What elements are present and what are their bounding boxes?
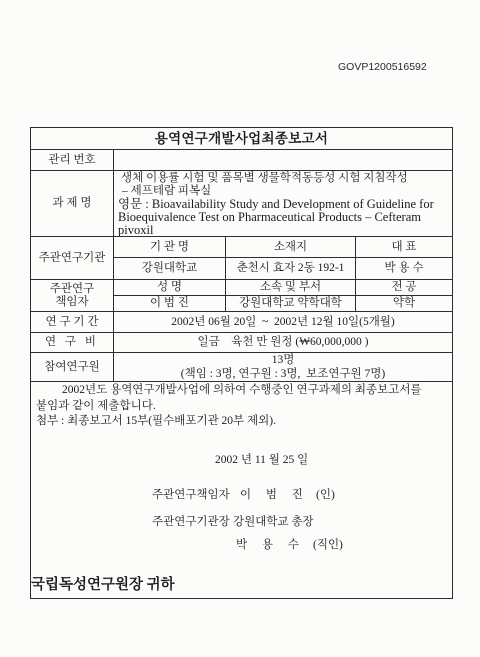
submission-statement-area [30, 381, 453, 599]
statement-line: 2002년도 용역연구개발사업에 의하여 수행중인 연구과제의 최종보고서를 [62, 384, 422, 396]
submission-date: 2002 년 11 월 25 일 [215, 454, 309, 466]
investigator-title: 주관연구책임자 [152, 489, 230, 501]
management-no-label: 관리 번호 [30, 149, 114, 171]
institution-representative-header: 대 표 [355, 236, 453, 258]
participants-value [113, 352, 453, 382]
host-institution-label: 주관연구기관 [30, 236, 114, 280]
participants-label: 참여연구원 [30, 352, 114, 382]
management-no-value [113, 149, 453, 171]
attachment-note: 첨부 : 최종보고서 15부(필수배포기관 20부 제외). [36, 415, 276, 427]
investigator-major-value: 약학 [355, 295, 453, 312]
participants-count: 13명 [271, 354, 295, 366]
project-title-english-line: pivoxil [118, 223, 154, 237]
project-title-english-line: 영문 : Bioavailability Study and Development of Guideline for [118, 197, 434, 211]
principal-investigator-label-line: 책임자 [55, 295, 89, 308]
project-name-label: 과 제 명 [30, 170, 114, 237]
investigator-major-header: 전 공 [355, 279, 453, 296]
research-period-label: 연 구 기 간 [30, 311, 114, 333]
institution-location-value: 춘천시 효자 2동 192-1 [225, 257, 356, 280]
principal-investigator-label-line: 주관연구 [49, 282, 95, 295]
institution-head-title: 주관연구기관장 [152, 516, 230, 528]
addressee: 국립독성연구원장 귀하 [31, 577, 175, 593]
institution-name-value: 강원대학교 [113, 257, 226, 280]
institution-representative-value: 박 용 수 [355, 257, 453, 280]
principal-investigator-label [30, 279, 114, 312]
institution-name-header: 기 관 명 [113, 236, 226, 258]
research-funds-label: 연 구 비 [30, 332, 114, 353]
institution-head-name: 박 용 수 [236, 539, 302, 551]
statement-line: 붙임과 같이 제출합니다. [36, 400, 156, 412]
research-funds-value: 일금 육천 만 원정 (₩60,000,000 ) [113, 332, 453, 353]
investigator-signature-name: 이 범 진 [240, 489, 306, 501]
investigator-affiliation-value: 강원대학교 약학대학 [225, 295, 356, 312]
investigator-name-value: 이 범 진 [113, 295, 226, 312]
document-id: GOVP1200516592 [338, 61, 427, 73]
project-title-english-line: Bioequivalence Test on Pharmaceutical Products – Cefteram [118, 210, 421, 224]
project-title-korean-subtitle: – 세프테람 피복실 [122, 185, 212, 197]
participants-breakdown: (책임 : 3명, 연구원 : 3명, 보조연구원 7명) [180, 368, 386, 380]
report-title: 용역연구개발사업최종보고서 [30, 127, 453, 150]
research-period-value: 2002년 06월 20일 ~ 2002년 12월 10일(5개월) [113, 311, 453, 333]
investigator-affiliation-header: 소속 및 부서 [225, 279, 356, 296]
institution-location-header: 소재지 [225, 236, 356, 258]
investigator-seal: (인) [316, 489, 335, 501]
project-title-korean: 생체 이용률 시험 및 품목별 생물학적동등성 시험 지침작성 [121, 172, 408, 184]
project-name-value [113, 170, 453, 237]
institution-head-org: 강원대학교 총장 [233, 516, 314, 528]
institution-head-seal: (직인) [313, 539, 343, 551]
investigator-name-header: 성 명 [113, 279, 226, 296]
